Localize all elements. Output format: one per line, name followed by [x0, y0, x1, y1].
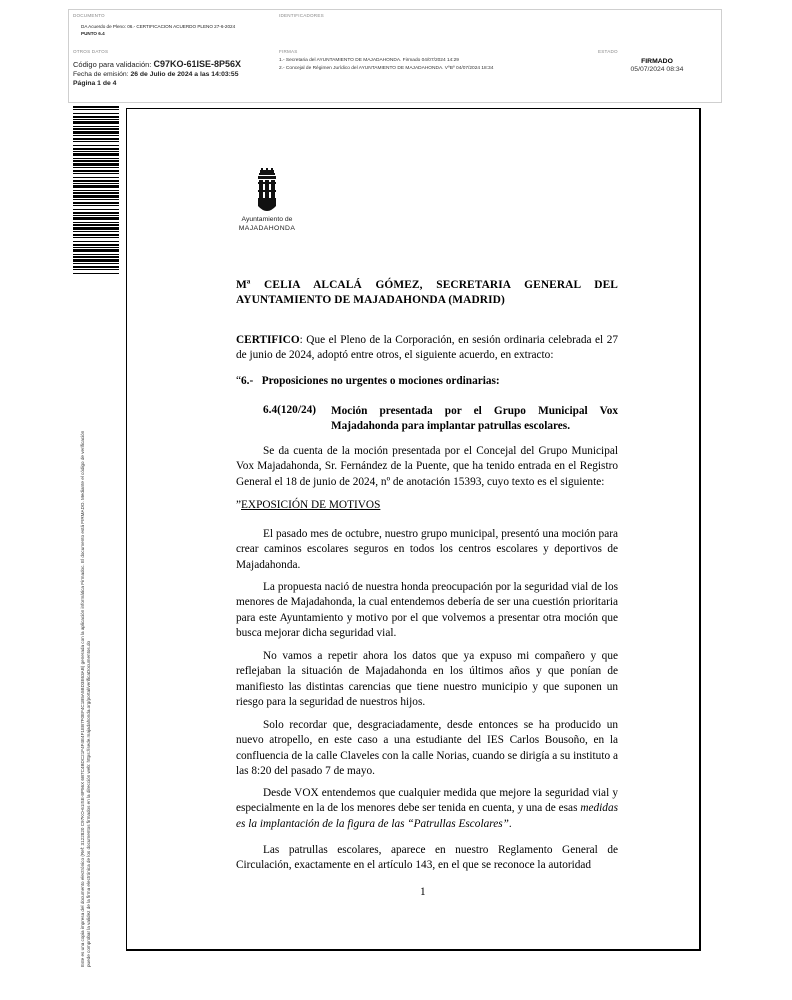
validation-code: [73, 59, 241, 69]
certifico-label: CERTIFICO: [236, 334, 300, 346]
firmas-cell: [275, 46, 593, 101]
paragraph-cuenta: Se da cuenta de la moción presentada por el Concejal del Grupo Municipal Vox Majadahonda, Sr. Fernández de la Puente, que ha tenido entrada en el Registro General el 18 de junio de 2024, nº de anotación 15393, cuyo texto es el siguiente:: [236, 445, 618, 488]
heading-line-1: Mª CELIA ALCALÁ GÓMEZ, SECRETARIA GENERAL DEL: [236, 279, 618, 291]
agenda-item: [236, 375, 500, 387]
emission-date-value: 26 de Julio de 2024 a las 14:03:55: [130, 71, 239, 78]
barcode: [73, 106, 119, 276]
paragraph-5: [236, 786, 618, 832]
emission-date: [73, 71, 239, 78]
logo-line-1: Ayuntamiento de: [241, 216, 293, 223]
heading-line-2: AYUNTAMIENTO DE MAJADAHONDA (MADRID): [236, 294, 505, 307]
paragraph-1: El pasado mes de octubre, nuestro grupo municipal, presentó una moción para crear caminos escolares seguros en todos los centros escolares y deportivos de Majadahonda.: [236, 528, 618, 571]
otros-datos-cell: [69, 46, 274, 101]
documento-title: DA Acuerdo de Pleno: 06.- CERTIFICACION ACUERDO PLENO 27-6-2024: [81, 24, 236, 29]
document-header-table: [68, 9, 722, 103]
paragraph-5-text: Desde VOX entendemos que cualquier medida que mejore la seguridad vial y especialmente en la de los menores debe ser tenida en cuenta, y una de esas: [236, 787, 618, 815]
identificadores-cell: [275, 10, 720, 45]
signature-1: 1.- Secretaria del AYUNTAMIENTO DE MAJADAHONDA. Firmado 04/07/2024 14:29: [279, 58, 459, 63]
paragraph-2: La propuesta nació de nuestra honda preocupación por la seguridad vial de los menores de Majadahonda, la cual entendemos debería de ser una cuestión prioritaria para este Ayuntamiento y motivo por el que volvemos a presentar otra moción que busca mejorar dicha seguridad vial.: [236, 581, 618, 639]
documento-subtitle: PUNTO 6.4: [81, 31, 105, 36]
validation-code-value: C97KO-61ISE-8P56X: [153, 59, 242, 69]
motion-number: 6.4(120/24): [263, 404, 317, 416]
paragraph-5-end: .: [508, 817, 512, 830]
estado-cell: [594, 46, 720, 101]
exposicion-quote: ”: [236, 499, 242, 511]
otros-datos-label: OTROS DATOS: [73, 49, 109, 54]
side-note-line-1: Este es una copia impresa del documento electrónico (Ref: 3122820 C97KO-61ISE-8P56X 6B7C4BDC21F4F4E4F1EB7F0EF4C1B5A5BD3E63AB) generada con la aplicación informática Firmadoc. El documento está FIRMADO. Mediante el código de verificación: [80, 430, 85, 967]
verification-side-note: [80, 277, 93, 967]
paragraph-4: Solo recordar que, desgraciadamente, desde entonces se ha producido un nuevo atropello, en este caso a una estudiante del IES Carlos Bousoño, en la confluencia de la calle Claveles con la calle Norias, cuando se dirigía a su instituto a las 8:20 del pasado 7 de mayo.: [236, 719, 618, 777]
paragraph-6: Las patrullas escolares, aparece en nuestro Reglamento General de Circulación, exactamente en el artículo 143, en el que se reconoce la autoridad: [236, 844, 618, 872]
signature-2: 2.- Concejal de Régimen Jurídico del AYUNTAMIENTO DE MAJADAHONDA. VºBº 04/07/2024 18:34: [279, 66, 494, 71]
side-note-line-2: puede comprobar la validez de la firma electrónica de los documentos firmados en la dirección web: https://sede.majadahonda.org/portal/verificaDocumentos.do: [86, 640, 92, 967]
documento-label: DOCUMENTO: [73, 13, 105, 18]
firmas-label: FIRMAS: [279, 49, 298, 54]
documento-cell: [69, 10, 274, 45]
exposicion-heading: [236, 499, 380, 511]
status-badge: FIRMADO: [641, 58, 673, 65]
page-number: 1: [420, 886, 426, 898]
paragraph-3: No vamos a repetir ahora los datos que ya expuso mi compañero y que reflejaban la situación de Majadahonda en los últimos años y que ponían de manifiesto las distintas carencias que tiene nuestro municipio y que suponen un riesgo para la seguridad de nuestros hijos.: [236, 650, 618, 708]
exposicion-title: EXPOSICIÓN DE MOTIVOS: [241, 499, 381, 511]
identificadores-label: IDENTIFICADORES: [279, 13, 324, 18]
status-date: 05/07/2024 08:34: [630, 66, 684, 73]
document-heading: [236, 278, 618, 309]
certifico-text: : Que el Pleno de la Corporación, en sesión ordinaria celebrada el 27 de junio de 2024, adoptó entre otros, el siguiente acuerdo, en extracto:: [236, 334, 618, 362]
motion-title: Moción presentada por el Grupo Municipal Vox Majadahonda para implantar patrullas escolares.: [331, 405, 618, 433]
emission-date-label: Fecha de emisión:: [73, 71, 129, 78]
estado-label: ESTADO: [598, 49, 618, 54]
logo-line-2: MAJADAHONDA: [238, 225, 296, 232]
paragraph-5-italic: medidas es la implantación de la figura de las “Patrullas Escolares”: [236, 802, 618, 830]
agenda-item-title: 6.- Proposiciones no urgentes o mociones ordinarias:: [241, 375, 500, 387]
validation-code-label: Código para validación:: [73, 60, 152, 69]
page-count: Página 1 de 4: [73, 80, 117, 87]
certifico-paragraph: [236, 333, 618, 364]
opening-quote: “: [236, 375, 242, 387]
